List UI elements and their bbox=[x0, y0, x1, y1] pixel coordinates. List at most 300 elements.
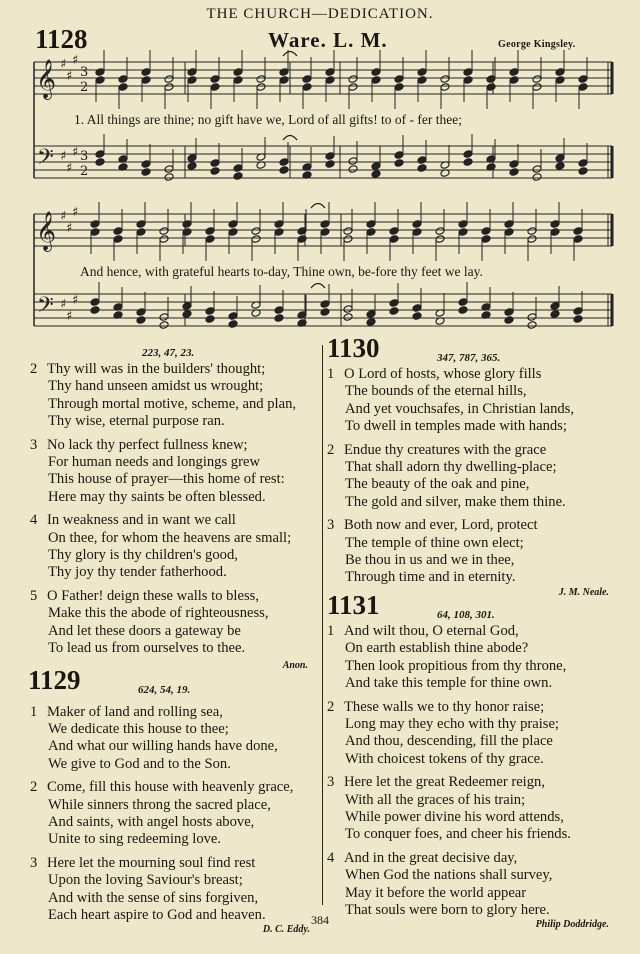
verse-line bbox=[327, 494, 623, 511]
note-head bbox=[136, 220, 146, 229]
note-head bbox=[228, 320, 238, 329]
verse-text: Each heart aspire to God and heaven. bbox=[48, 906, 266, 923]
note-head bbox=[555, 162, 565, 171]
verse-line bbox=[30, 704, 320, 721]
time-signature: 3 bbox=[80, 65, 89, 80]
note-head bbox=[348, 165, 358, 174]
note-head bbox=[440, 75, 450, 84]
note-head bbox=[187, 68, 197, 77]
verse-text: Both now and ever, Lord, protect bbox=[344, 517, 538, 534]
key-signature-sharp: ♯ bbox=[60, 209, 67, 224]
note-head bbox=[435, 227, 445, 236]
page-number: 384 bbox=[311, 913, 329, 927]
note-head bbox=[90, 298, 100, 307]
note-head bbox=[164, 83, 174, 92]
note-head bbox=[325, 152, 335, 161]
left-column bbox=[30, 346, 320, 936]
note-head bbox=[95, 150, 105, 159]
note-head bbox=[90, 228, 100, 237]
note-head bbox=[527, 321, 537, 330]
note-head bbox=[274, 314, 284, 323]
hymn-1131-stanzas bbox=[327, 623, 623, 920]
note-head bbox=[504, 316, 514, 325]
verse-line bbox=[30, 605, 320, 622]
verse-line bbox=[30, 872, 320, 889]
note-head bbox=[417, 156, 427, 165]
note-head bbox=[205, 227, 215, 236]
stanza-number: 1 bbox=[30, 703, 38, 720]
verse-text: On earth establish thine abode? bbox=[345, 640, 529, 657]
note-head bbox=[486, 75, 496, 84]
right-column bbox=[327, 333, 623, 931]
verse-text: Come, fill this house with heavenly grace, bbox=[47, 779, 294, 796]
note-head bbox=[159, 235, 169, 244]
note-head bbox=[205, 315, 215, 324]
hymn-1131-refs: 64, 108, 301. bbox=[437, 608, 495, 621]
note-head bbox=[412, 312, 422, 321]
hymn-1128-stanzas bbox=[30, 361, 320, 658]
verse-text: And yet vouchsafes, in Christian lands, bbox=[345, 400, 575, 417]
bass-clef: 𝄢 bbox=[37, 145, 54, 175]
verse-line bbox=[30, 831, 320, 848]
note-head bbox=[417, 164, 427, 173]
fermata bbox=[311, 284, 325, 289]
note-head bbox=[95, 76, 105, 85]
note-head bbox=[366, 318, 376, 327]
verse-text: Thy will was in the builders' thought; bbox=[47, 361, 266, 377]
verse-line bbox=[327, 517, 623, 534]
hymn-1130-author: J. M. Neale. bbox=[558, 586, 609, 598]
note-head bbox=[573, 227, 583, 236]
note-head bbox=[527, 313, 537, 322]
note-head bbox=[279, 76, 289, 85]
key-signature-sharp: ♯ bbox=[60, 149, 67, 164]
note-head bbox=[325, 160, 335, 169]
note-head bbox=[458, 228, 468, 237]
verse-text: Then look propitious from thy throne, bbox=[345, 657, 567, 674]
note-head bbox=[389, 227, 399, 236]
note-head bbox=[343, 227, 353, 236]
note-head bbox=[343, 305, 353, 314]
verse-text: And what our willing hands have done, bbox=[48, 738, 278, 755]
note-head bbox=[95, 158, 105, 167]
hymn-1130-head bbox=[327, 333, 623, 366]
verse-text: And thou, descending, fill the place bbox=[345, 733, 553, 750]
note-head bbox=[412, 228, 422, 237]
note-head bbox=[325, 76, 335, 85]
key-signature-sharp: ♯ bbox=[60, 57, 67, 72]
verse-line bbox=[327, 401, 623, 418]
stanza bbox=[327, 850, 623, 920]
composer-name: George Kingsley. bbox=[498, 39, 576, 50]
note-head bbox=[550, 310, 560, 319]
verse-line bbox=[327, 658, 623, 675]
verse-line bbox=[327, 569, 623, 586]
note-head bbox=[187, 154, 197, 163]
verse-line bbox=[327, 699, 623, 716]
verse-text: These walls we to thy honor raise; bbox=[344, 698, 545, 715]
time-signature: 3 bbox=[80, 149, 89, 164]
stanza-number: 2 bbox=[30, 779, 38, 796]
verse-text: Thy joy thy tender fatherhood. bbox=[48, 564, 227, 581]
note-head bbox=[578, 159, 588, 168]
note-head bbox=[210, 159, 220, 168]
verse-line bbox=[30, 640, 320, 657]
verse-line bbox=[327, 442, 623, 459]
stanza-number: 2 bbox=[327, 698, 335, 715]
note-head bbox=[573, 307, 583, 316]
stanza-number: 4 bbox=[327, 849, 335, 866]
note-head bbox=[458, 298, 468, 307]
verse-line bbox=[30, 890, 320, 907]
note-head bbox=[555, 68, 565, 77]
note-head bbox=[233, 172, 243, 181]
note-head bbox=[228, 228, 238, 237]
verse-line bbox=[30, 489, 320, 506]
hymn-1129-refs: 624, 54, 19. bbox=[138, 683, 191, 696]
verse-line bbox=[327, 792, 623, 809]
key-signature-sharp: ♯ bbox=[72, 293, 79, 308]
note-head bbox=[348, 157, 358, 166]
verse-line bbox=[30, 623, 320, 640]
note-head bbox=[279, 68, 289, 77]
verse-text: While power divine his word attends, bbox=[345, 808, 564, 825]
note-head bbox=[550, 302, 560, 311]
note-head bbox=[366, 310, 376, 319]
verse-text: To dwell in temples made with hands; bbox=[345, 418, 567, 435]
column-divider bbox=[322, 345, 323, 905]
note-head bbox=[182, 228, 192, 237]
verse-text: To conquer foes, and cheer his friends. bbox=[345, 826, 571, 843]
verse-line bbox=[30, 564, 320, 581]
verse-line bbox=[30, 454, 320, 471]
verse-line bbox=[30, 779, 320, 796]
verse-line bbox=[30, 512, 320, 529]
verse-text: And let these doors a gateway be bbox=[48, 622, 241, 639]
verse-text: Here let the great Redeemer reign, bbox=[344, 774, 545, 791]
bass-clef: 𝄢 bbox=[37, 293, 54, 323]
note-head bbox=[555, 154, 565, 163]
verse-line bbox=[327, 366, 623, 383]
note-head bbox=[394, 83, 404, 92]
verse-text: Thy glory is thy children's good, bbox=[48, 547, 238, 564]
note-head bbox=[417, 68, 427, 77]
note-head bbox=[348, 75, 358, 84]
verse-line bbox=[30, 855, 320, 872]
stanza-number: 1 bbox=[327, 366, 335, 382]
note-head bbox=[555, 76, 565, 85]
verse-line bbox=[327, 383, 623, 400]
verse-text: Maker of land and rolling sea, bbox=[47, 703, 223, 720]
note-head bbox=[228, 312, 238, 321]
stanza bbox=[30, 512, 320, 582]
verse-line bbox=[30, 721, 320, 738]
stanza bbox=[30, 704, 320, 774]
key-signature-sharp: ♯ bbox=[66, 69, 73, 84]
verse-text: To lead us from ourselves to thee. bbox=[48, 640, 246, 657]
treble-clef: 𝄞 bbox=[36, 59, 57, 99]
note-head bbox=[118, 83, 128, 92]
stanza-number: 3 bbox=[30, 436, 38, 453]
verse-line bbox=[30, 814, 320, 831]
verse-line bbox=[327, 675, 623, 692]
verse-line bbox=[30, 437, 320, 454]
verse-text: This house of prayer—this home of rest: bbox=[48, 471, 285, 488]
note-head bbox=[210, 75, 220, 84]
note-head bbox=[95, 68, 105, 77]
stanza-number: 2 bbox=[327, 441, 335, 458]
note-head bbox=[440, 83, 450, 92]
time-signature: 2 bbox=[80, 80, 89, 95]
verse-text: For human needs and longings grew bbox=[48, 454, 260, 471]
note-head bbox=[366, 220, 376, 229]
verse-line bbox=[30, 756, 320, 773]
note-head bbox=[274, 306, 284, 315]
verse-text: Be thou in us and we in thee, bbox=[345, 552, 515, 569]
note-head bbox=[233, 76, 243, 85]
note-head bbox=[233, 164, 243, 173]
note-head bbox=[182, 302, 192, 311]
verse-text: With all the graces of his train; bbox=[345, 791, 526, 808]
key-signature-sharp: ♯ bbox=[72, 145, 79, 160]
note-head bbox=[228, 220, 238, 229]
lyric-line-2: And hence, with grateful hearts to-day, Thine own, be-fore thy feet we lay. bbox=[80, 264, 483, 279]
note-head bbox=[394, 159, 404, 168]
verse-text: Unite to sing redeeming love. bbox=[48, 831, 222, 848]
note-head bbox=[320, 228, 330, 237]
note-head bbox=[458, 306, 468, 315]
verse-text: Thy hand unseen amidst us wrought; bbox=[48, 378, 264, 395]
sheet-music bbox=[0, 0, 640, 345]
verse-line bbox=[327, 867, 623, 884]
note-head bbox=[136, 316, 146, 325]
verse-line bbox=[327, 418, 623, 435]
note-head bbox=[159, 313, 169, 322]
stanza-number: 3 bbox=[327, 517, 335, 534]
lyric-line-1: 1. All things are thine; no gift have we, Lord of all gifts! to of - fer thee; bbox=[74, 112, 463, 127]
stanza bbox=[327, 442, 623, 512]
stanza bbox=[327, 699, 623, 769]
note-head bbox=[412, 220, 422, 229]
note-head bbox=[463, 158, 473, 167]
hymn-1128-refs: 223, 47, 23. bbox=[142, 347, 195, 359]
verse-text: And saints, with angel hosts above, bbox=[48, 813, 255, 830]
note-head bbox=[113, 227, 123, 236]
hymn-number-1130: 1130 bbox=[327, 333, 380, 363]
stanza bbox=[327, 366, 623, 436]
verse-text: Make this the abode of righteousness, bbox=[48, 605, 269, 622]
note-head bbox=[504, 228, 514, 237]
note-head bbox=[136, 308, 146, 317]
stanza bbox=[30, 437, 320, 507]
note-head bbox=[509, 68, 519, 77]
note-head bbox=[389, 307, 399, 316]
verse-line bbox=[30, 547, 320, 564]
note-head bbox=[532, 165, 542, 174]
note-head bbox=[187, 162, 197, 171]
verse-text: Thy wise, eternal purpose ran. bbox=[48, 413, 225, 430]
stanza bbox=[327, 517, 623, 587]
note-head bbox=[504, 220, 514, 229]
note-head bbox=[256, 83, 266, 92]
verse-line bbox=[327, 716, 623, 733]
hymn-1130-refs: 347, 787, 365. bbox=[437, 352, 501, 364]
verse-line bbox=[30, 413, 320, 430]
note-head bbox=[90, 220, 100, 229]
note-head bbox=[578, 83, 588, 92]
note-head bbox=[389, 235, 399, 244]
note-head bbox=[348, 83, 358, 92]
verse-text: And with the sense of sins forgiven, bbox=[48, 889, 259, 906]
note-head bbox=[371, 76, 381, 85]
verse-text: And wilt thou, O eternal God, bbox=[344, 622, 519, 639]
stanza bbox=[327, 774, 623, 844]
note-head bbox=[141, 168, 151, 177]
verse-text: In weakness and in want we call bbox=[47, 512, 236, 529]
note-head bbox=[141, 160, 151, 169]
verse-text: Here may thy saints be often blessed. bbox=[48, 488, 266, 505]
note-head bbox=[532, 173, 542, 182]
stanza-number: 2 bbox=[30, 361, 38, 377]
note-head bbox=[320, 220, 330, 229]
note-head bbox=[371, 68, 381, 77]
verse-text: While sinners throng the sacred place, bbox=[48, 796, 271, 813]
note-head bbox=[481, 227, 491, 236]
hymn-1131-author: Philip Doddridge. bbox=[535, 919, 609, 931]
verse-text: Through mortal motive, scheme, and plan, bbox=[48, 395, 297, 412]
note-head bbox=[509, 168, 519, 177]
note-head bbox=[136, 228, 146, 237]
verse-text: O Father! deign these walls to bless, bbox=[47, 587, 259, 604]
hymn-1129-author: D. C. Eddy. bbox=[262, 924, 310, 936]
key-signature-sharp: ♯ bbox=[66, 221, 73, 236]
verse-line bbox=[30, 588, 320, 605]
note-head bbox=[343, 313, 353, 322]
fermata bbox=[311, 204, 325, 209]
note-head bbox=[527, 235, 537, 244]
verse-line bbox=[30, 738, 320, 755]
key-signature-sharp: ♯ bbox=[72, 53, 79, 68]
verse-text: Endue thy creatures with the grace bbox=[344, 441, 547, 458]
stanza bbox=[30, 361, 320, 431]
verse-text: Here let the mourning soul find rest bbox=[47, 854, 256, 871]
verse-text: O Lord of hosts, whose glory fills bbox=[344, 366, 542, 382]
note-head bbox=[159, 321, 169, 330]
note-head bbox=[320, 308, 330, 317]
note-head bbox=[302, 75, 312, 84]
note-head bbox=[164, 75, 174, 84]
note-head bbox=[463, 150, 473, 159]
note-head bbox=[164, 165, 174, 174]
note-head bbox=[279, 158, 289, 167]
note-head bbox=[394, 75, 404, 84]
verse-line bbox=[30, 396, 320, 413]
note-head bbox=[141, 68, 151, 77]
verse-line bbox=[327, 459, 623, 476]
note-head bbox=[463, 68, 473, 77]
verse-text: And in the great decisive day, bbox=[344, 849, 518, 866]
note-head bbox=[118, 75, 128, 84]
verse-text: We give to God and to the Son. bbox=[48, 755, 231, 772]
verse-text: Through time and in eternity. bbox=[345, 569, 516, 586]
verse-line bbox=[327, 640, 623, 657]
note-head bbox=[187, 76, 197, 85]
verse-text: Long may they echo with thy praise; bbox=[345, 715, 559, 732]
note-head bbox=[394, 151, 404, 160]
verse-text: Upon the loving Saviour's breast; bbox=[48, 872, 243, 889]
verse-line bbox=[30, 378, 320, 395]
note-head bbox=[113, 235, 123, 244]
note-head bbox=[573, 315, 583, 324]
note-head bbox=[371, 170, 381, 179]
note-head bbox=[412, 304, 422, 313]
note-head bbox=[486, 83, 496, 92]
stanza bbox=[30, 779, 320, 849]
note-head bbox=[141, 76, 151, 85]
verse-line bbox=[327, 885, 623, 902]
stanza-number: 3 bbox=[327, 774, 335, 791]
key-signature-sharp: ♯ bbox=[66, 161, 73, 176]
note-head bbox=[481, 235, 491, 244]
note-head bbox=[233, 68, 243, 77]
verse-line bbox=[327, 623, 623, 640]
hymn-1130-stanzas bbox=[327, 366, 623, 587]
verse-text: The bounds of the eternal hills, bbox=[345, 383, 527, 400]
hymn-number-1128: 1128 bbox=[35, 24, 88, 54]
verse-line bbox=[327, 809, 623, 826]
verse-text: And take this temple for thine own. bbox=[345, 675, 553, 692]
key-signature-sharp: ♯ bbox=[66, 309, 73, 324]
note-head bbox=[159, 227, 169, 236]
note-head bbox=[435, 235, 445, 244]
note-head bbox=[532, 83, 542, 92]
note-head bbox=[164, 173, 174, 182]
note-head bbox=[573, 235, 583, 244]
hymn-number-1129: 1129 bbox=[28, 664, 81, 695]
note-head bbox=[210, 167, 220, 176]
note-head bbox=[251, 235, 261, 244]
hymn-number-1131: 1131 bbox=[327, 589, 380, 620]
page-header: THE CHURCH—DEDICATION. bbox=[206, 6, 434, 22]
note-head bbox=[509, 76, 519, 85]
verse-text: We dedicate this house to thee; bbox=[48, 720, 229, 737]
verse-line bbox=[30, 361, 320, 378]
treble-clef: 𝄞 bbox=[36, 211, 57, 251]
stanza-number: 4 bbox=[30, 512, 38, 529]
verse-text: No lack thy perfect fullness knew; bbox=[47, 436, 248, 453]
verse-text: That souls were born to glory here. bbox=[345, 901, 550, 918]
stanza bbox=[30, 588, 320, 658]
verse-line bbox=[327, 552, 623, 569]
note-head bbox=[251, 227, 261, 236]
note-head bbox=[325, 68, 335, 77]
note-head bbox=[504, 308, 514, 317]
note-head bbox=[527, 227, 537, 236]
verse-text: The gold and silver, make them thine. bbox=[345, 493, 566, 510]
verse-text: The beauty of the oak and pine, bbox=[345, 476, 530, 493]
note-head bbox=[463, 76, 473, 85]
tune-name: Ware. L. M. bbox=[268, 28, 388, 52]
stanza-number: 5 bbox=[30, 587, 38, 604]
verse-text: May it before the world appear bbox=[345, 884, 527, 901]
note-head bbox=[578, 75, 588, 84]
note-head bbox=[578, 167, 588, 176]
note-head bbox=[550, 220, 560, 229]
note-head bbox=[320, 300, 330, 309]
time-signature: 2 bbox=[80, 164, 89, 179]
verse-line bbox=[30, 471, 320, 488]
note-head bbox=[205, 235, 215, 244]
